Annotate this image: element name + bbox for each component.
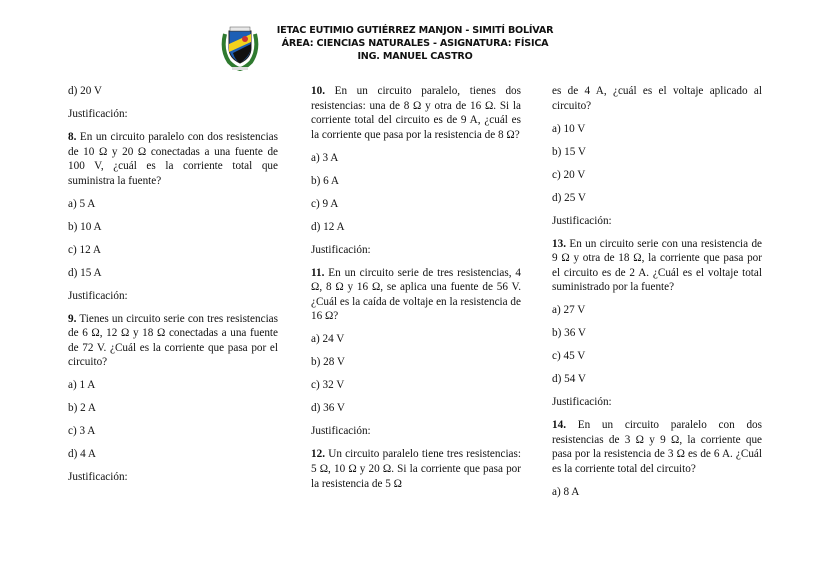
paragraph-text: b) 28 V <box>311 356 345 369</box>
answer-option <box>68 378 278 393</box>
paragraph-text: d) 54 V <box>552 373 586 386</box>
school-name: IETAC EUTIMIO GUTIÉRREZ MANJON - SIMITÍ BOLÍVAR <box>276 25 554 36</box>
question-text <box>311 84 521 142</box>
answer-option <box>311 174 521 189</box>
paragraph-text: c) 32 V <box>311 379 345 392</box>
paragraph-text: c) 3 A <box>68 425 96 438</box>
answer-option <box>68 197 278 212</box>
paragraph-text: Justificación: <box>68 471 128 484</box>
paragraph-text: d) 12 A <box>311 220 345 233</box>
paragraph-text: Justificación: <box>68 289 128 302</box>
answer-option <box>552 326 762 341</box>
paragraph-text: d) 25 V <box>552 191 586 204</box>
paragraph-text: a) 8 A <box>552 485 580 498</box>
paragraph <box>552 214 762 229</box>
paragraph-text: c) 20 V <box>552 168 586 181</box>
answer-option <box>311 355 521 370</box>
paragraph-text: En un circuito paralelo con dos resistencias de 3 Ω y 9 Ω, la corriente que pasa por la resistencia de 3 Ω es de 6 A. ¿Cuál es la corriente total del circuito? <box>552 419 762 475</box>
paragraph <box>311 243 521 258</box>
paragraph-text: Justificación: <box>311 425 371 438</box>
paragraph-text: En un circuito paralelo, tienes dos resistencias: una de 8 Ω y otra de 16 Ω. Si la corriente total del circuito es de 9 A, ¿cuál es la corriente que pasa por la resistencia de 8 Ω? <box>311 85 521 141</box>
paragraph <box>552 84 762 113</box>
answer-option <box>552 303 762 318</box>
paragraph-text: b) 15 V <box>552 145 586 158</box>
answer-option <box>311 401 521 416</box>
paragraph <box>552 395 762 410</box>
teacher-name: ING. MANUEL CASTRO <box>357 51 473 62</box>
paragraph-text: Justificación: <box>552 396 612 409</box>
paragraph-text: a) 1 A <box>68 379 96 392</box>
question-number: 8. <box>68 130 77 143</box>
paragraph-text: Justificación: <box>68 107 128 120</box>
answer-option <box>552 145 762 160</box>
paragraph <box>311 424 521 439</box>
paragraph-text: b) 36 V <box>552 327 586 340</box>
paragraph <box>68 289 278 304</box>
paragraph-text: b) 10 A <box>68 220 102 233</box>
column-1 <box>68 84 278 493</box>
paragraph-text: En un circuito serie con una resistencia de 9 Ω y otra de 18 Ω, la corriente que pasa por el circuito es de 2 A. ¿Cuál es el voltaje total suministrado por la fuente? <box>552 237 762 294</box>
question-number: 11. <box>311 266 325 279</box>
paragraph-text: Justificación: <box>552 214 612 227</box>
document-header <box>270 24 560 63</box>
question-number: 14. <box>552 419 566 432</box>
answer-option <box>311 151 521 166</box>
column-2 <box>311 84 521 500</box>
paragraph-text: d) 36 V <box>311 402 345 415</box>
paragraph <box>68 107 278 122</box>
question-text <box>311 266 521 324</box>
paragraph-text: c) 12 A <box>68 243 101 256</box>
question-text <box>68 312 278 370</box>
paragraph-text: Tienes un circuito serie con tres resistencias de 6 Ω, 12 Ω y 18 Ω conectadas a una fuente de 72 V. ¿Cuál es la corriente que pasa por el circuito? <box>68 312 278 369</box>
answer-option <box>68 220 278 235</box>
answer-option <box>311 220 521 235</box>
paragraph-text: d) 20 V <box>68 85 102 97</box>
answer-option <box>552 349 762 364</box>
answer-option <box>68 447 278 462</box>
school-crest-logo <box>219 22 261 72</box>
answer-option <box>552 122 762 137</box>
answer-option <box>552 191 762 206</box>
paragraph-text: Justificación: <box>311 243 371 256</box>
question-number: 9. <box>68 312 77 325</box>
paragraph-text: a) 10 V <box>552 122 586 135</box>
paragraph-text: d) 15 A <box>68 266 102 279</box>
answer-option <box>552 372 762 387</box>
question-text <box>552 418 762 476</box>
question-number: 12. <box>311 448 325 461</box>
paragraph-text: es de 4 A, ¿cuál es el voltaje aplicado al circuito? <box>552 85 762 112</box>
paragraph-text: En un circuito serie de tres resistencias, 4 Ω, 8 Ω y 16 Ω, se aplica una fuente de 56 V. ¿Cuál es la caída de voltaje en la resistencia de 16 Ω? <box>311 266 521 323</box>
paragraph-text: a) 27 V <box>552 304 586 317</box>
answer-option <box>68 424 278 439</box>
paragraph-text: b) 6 A <box>311 174 339 187</box>
answer-option <box>68 84 278 99</box>
paragraph-text: En un circuito paralelo con dos resistencias de 10 Ω y 20 Ω conectadas a una fuente de 100 V, ¿cuál es la corriente total que suministra la fuente? <box>68 130 278 187</box>
paragraph-text: a) 5 A <box>68 197 96 210</box>
answer-option <box>68 401 278 416</box>
question-number: 10. <box>311 85 325 97</box>
paragraph <box>68 470 278 485</box>
answer-option <box>311 332 521 347</box>
paragraph-text: c) 9 A <box>311 197 339 210</box>
paragraph-text: b) 2 A <box>68 402 96 415</box>
paragraph-text: a) 24 V <box>311 333 345 346</box>
paragraph-text: Un circuito paralelo tiene tres resistencias: 5 Ω, 10 Ω y 20 Ω. Si la corriente que pasa por la resistencia de 5 Ω <box>311 448 521 490</box>
subject-area: ÁREA: CIENCIAS NATURALES - ASIGNATURA: FÍSICA <box>281 38 549 49</box>
question-number: 13. <box>552 237 566 250</box>
answer-option <box>552 168 762 183</box>
answer-option <box>311 197 521 212</box>
question-text <box>552 237 762 295</box>
question-text <box>68 130 278 188</box>
answer-option <box>552 485 762 500</box>
paragraph-text: c) 45 V <box>552 350 586 363</box>
question-text <box>311 447 521 491</box>
paragraph-text: d) 4 A <box>68 448 96 461</box>
answer-option <box>68 266 278 281</box>
paragraph-text: a) 3 A <box>311 151 339 164</box>
answer-option <box>68 243 278 258</box>
column-3 <box>552 84 762 508</box>
answer-option <box>311 378 521 393</box>
